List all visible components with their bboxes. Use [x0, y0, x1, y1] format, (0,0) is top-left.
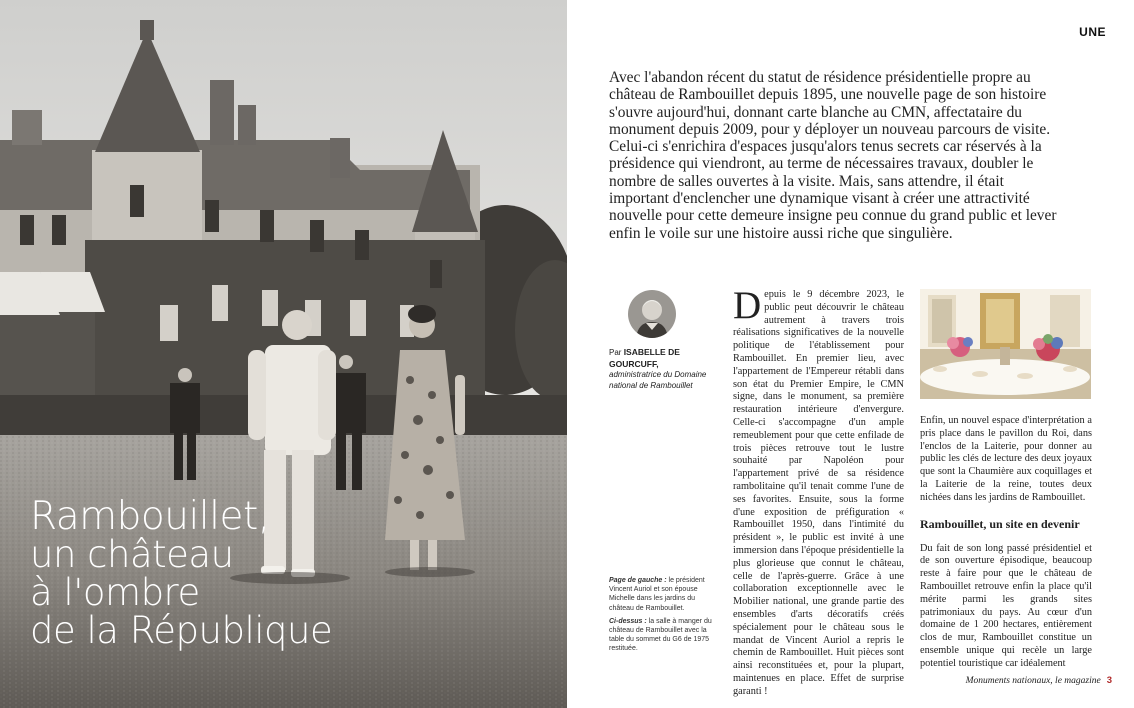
author-avatar — [628, 290, 676, 338]
author-byline — [609, 347, 719, 391]
page-number: 3 — [1106, 675, 1112, 686]
body-column-2 — [920, 415, 1092, 671]
page-footer — [966, 675, 1112, 686]
headline-line-3: à l'ombre — [30, 571, 200, 614]
author-name: ISABELLE DE GOURCUFF, — [609, 347, 680, 369]
body-column-2-paragraph-2: Du fait de son long passé présidentiel et de son ouverture épisodique, beaucoup reste à faire pour que le château de Rambouillet retrouve enfin la place qu'il mérite parmi les grands sites patrimoniaux du pays. Au cœur d'un domaine de 1 200 hectares, entièrement clos de mur, Rambouillet constitue un ensemble unique qui recèle un large potentiel touristique car idéalement — [920, 542, 1092, 669]
headline-line-2: un château — [30, 533, 234, 576]
body-column-1-text: epuis le 9 décembre 2023, le public peut découvrir le château autrement à travers trois réalisations significatives de la nouvelle politique de l'établissement pour Rambouillet. En premier lieu, avec l'appartement de l'Empereur rétabli dans son état du Premier Empire, le CMN signe, dans le monument, sa première restauration intérieure d'envergure. Celle-ci s'accompagne d'un ample remeublement pour que cette enfilade de trois pièces retrouve tout le lustre souhaité par Napoléon pour l'appartement privé de sa résidence rambolitaine qu'il tenait comme l'une de ses favorites. Ensuite, sous la forme d'une exposition de préfiguration « Rambouillet 1950, dans l'intimité du président », le public est invité à une immersion dans l'époque présidentielle la plus glorieuse que connut le château, celle de l'après-guerre. Grâce à une collaboration exceptionnelle avec le Mobilier national, une grande partie des ensembles d'arts décoratifs créés spécialement pour le château sous le mandat de Vincent Auriol a repris le chemin de Rambouillet. Huit pièces sont ainsi reconstituées et, pour la plupart, maintenues en place. Effet de surprise garanti ! — [733, 289, 904, 697]
section-subheading: Rambouillet, un site en devenir — [920, 516, 1080, 531]
caption-left-page — [609, 576, 721, 613]
drop-cap: D — [733, 284, 762, 327]
caption-above-label: Ci-dessus : — [609, 617, 647, 625]
caption-above-text: la salle à manger du château de Rambouillet avec la table du sommet du G6 de 1975 restituée. — [609, 617, 712, 653]
dining-room-illustration — [920, 289, 1091, 399]
caption-above — [609, 617, 721, 654]
article-headline — [30, 494, 410, 652]
caption-left-text: le président Vincent Auriol et son épouse Michelle dans les jardins du château de Rambouillet. — [609, 577, 705, 612]
section-label: UNE — [1079, 25, 1106, 39]
byline-prefix: Par — [609, 348, 622, 357]
author-role: administratrice du Domaine national de Rambouillet — [609, 370, 707, 390]
photo-captions — [609, 576, 721, 658]
body-column-2-paragraph-1: Enfin, un nouvel espace d'interprétation a pris place dans le pavillon du Roi, dans l'enclos de la Laiterie, pour donner au public les clés de lecture des deux joyaux que sont la Chaumière aux coquillages et la Laiterie de la reine, toutes deux nichées dans les jardins de Rambouillet. — [920, 415, 1092, 503]
headline-line-4: de la République — [30, 609, 333, 652]
caption-left-label: Page de gauche : — [609, 577, 667, 584]
magazine-name: Monuments nationaux, le magazine — [965, 676, 1101, 686]
body-column-1 — [733, 284, 904, 699]
article-intro: Avec l'abandon récent du statut de résidence présidentielle propre au château de Rambouillet depuis 1895, une nouvelle page de son histoire s'ouvre aujourd'hui, donnant carte blanche au CMN, affectataire du monument depuis 2009, pour y déployer un nouveau parcours de visite. Celui-ci s'enrichira d'espaces jusqu'alors tenus secrets car réservés à la présidence qui viendront, au terme de nécessaires travaux, doubler le nombre de salles ouvertes à la visite. Mais, sans attendre, il était important d'enclencher une dynamique visant à créer une attractivité nouvelle pour cette demeure insigne peu connue du grand public et lever enfin le voile sur une histoire aussi riche que singulière. — [609, 69, 1057, 242]
dining-room-photo — [920, 289, 1091, 399]
author-portrait-icon — [628, 290, 676, 338]
headline-line-1: Rambouillet, — [30, 494, 270, 539]
